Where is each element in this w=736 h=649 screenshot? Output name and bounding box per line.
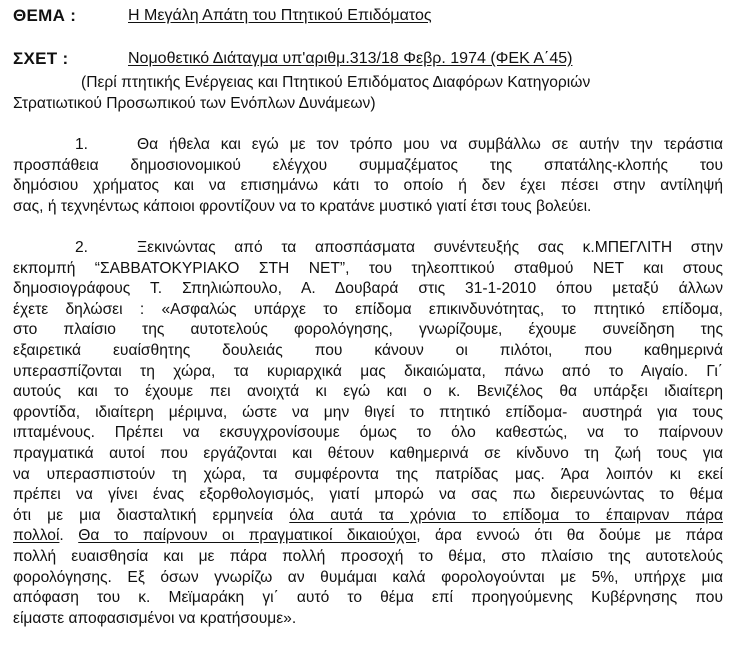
paragraph-2-line: υπερασπίζονται τη χώρα, τα κυριαρχικά μας δικαιώματα, πάνω από το Αιγαίο. Γι΄ [13, 362, 723, 380]
paragraph-2-line: στο πλαίσιο της αυτοτελούς φορολόγησης, γνωρίζουμε, έχουμε συνείδηση της [13, 321, 723, 339]
paragraph-2-line: πρέπει να γίνει ένας εξορθολογισμός, γιατί μπορώ να σας πω διερευνώντας το θέμα [13, 486, 723, 504]
reference-label: ΣΧΕΤ : [13, 49, 69, 68]
paragraph-1-number: 1. [75, 136, 89, 153]
paragraph-2 [13, 238, 723, 629]
paragraph-2-number: 2. [75, 239, 89, 256]
paragraph-2-line: εξαιρετικά ευαίσθητης δουλειάς που κάνουν οι πιλότοι, που καθημερινά [13, 341, 723, 359]
paragraph-2-line: αυτούς και το έχουμε πει ανοιχτά κι εγώ και ο κ. Βενιζέλος θα υπάρξει ιδιαίτερη [13, 383, 723, 401]
reference-title: Νομοθετικό Διάταγμα υπ'αριθμ.313/18 Φεβρ. 1974 (ΦΕΚ Α΄45) [128, 50, 573, 67]
paragraph-2-line: έχετε δηλώσει : «Ασφαλώς υπάρχε το επίδομα επικινδυνότητας, το πτητικό επίδομα, [13, 300, 723, 318]
paragraph-2-line-tail: , άρα εννοώ ότι θα δούμε με πάρα [416, 527, 723, 545]
underlined-quote-1: όλα αυτά τα χρόνια το επίδομα το έπαιρναν πάρα [289, 506, 723, 524]
paragraph-1-line: προσπάθεια δημοσιονομικού ελέγχου συμμαζέματος της σπατάλης-κλοπής του [13, 156, 723, 174]
paragraph-2-line [13, 526, 723, 547]
subject-title: Η Μεγάλη Απάτη του Πτητικού Επιδόματος [128, 7, 432, 24]
paragraph-2-line-text: ότι με μια διασταλτική ερμηνεία [13, 506, 290, 524]
reference-note-line-1: (Περί πτητικής Ενέργειας και Πτητικού Επιδόματος Διαφόρων Κατηγοριών [81, 74, 591, 91]
paragraph-2-line: φορολόγησης. Εξ όσων γνωρίζω αν θυμάμαι καλά φορολογούνται με 5%, υπήρχε μια [13, 568, 723, 586]
paragraph-2-line [13, 506, 723, 527]
underlined-quote-1-end: πολλοί [13, 527, 60, 545]
paragraph-2-line: πολλή ευαισθησία και με πάρα πολλή προσοχή το θέμα, στο πλαίσιο της αυτοτελούς [13, 547, 723, 565]
paragraph-2-line: να υπερασπιστούν τη χώρα, τα συμφέροντα της πατρίδας μας. Άρα λοιπόν κι εκεί [13, 465, 723, 483]
paragraph-2-line [13, 238, 723, 259]
paragraph-2-line: είμαστε αποφασισμένοι να κρατήσουμε». [13, 609, 297, 627]
paragraph-1 [13, 135, 723, 217]
quote-connector: . [59, 527, 79, 545]
paragraph-2-line: απόφαση του κ. Μεϊμαράκη γι΄ αυτό το θέμα επί προηγούμενης Κυβέρνησης που [13, 589, 723, 607]
paragraph-1-line-text: Θα ήθελα και εγώ με τον τρόπο μου να συμβάλλω σε αυτήν την τεράστια [137, 136, 723, 153]
underlined-quote-2: Θα το παίρνουν οι πραγματικοί δικαιούχοι [78, 527, 417, 545]
paragraph-2-line: πραγματικά αυτοί που εργάζονται και θέτουν καθημερινά σε κίνδυνο τη ζωή τους για [13, 444, 723, 462]
subject-label: ΘΕΜΑ : [13, 6, 77, 25]
paragraph-2-line: εκπομπή “ΣΑΒΒΑΤΟΚΥΡΙΑΚΟ ΣΤΗ ΝΕΤ”, του τηλεοπτικού σταθμού ΝΕΤ και στους [13, 259, 723, 277]
paragraph-1-line [13, 135, 723, 156]
paragraph-1-line: σας, ή τεχνηέντως κάποιοι φροντίζουν να το κρατάνε μυστικό γιατί έτσι τους βολεύει. [13, 197, 592, 215]
reference-note-line-2: Στρατιωτικού Προσωπικού των Ενόπλων Δυνάμεων) [13, 95, 376, 112]
paragraph-2-line: φροντίδα, ιδιαίτερη μέριμνα, ώστε να μην θιγεί το πτητικό επίδομα- αυστηρά για τους [13, 403, 723, 421]
paragraph-2-line-text: Ξεκινώντας από τα αποσπάσματα συνέντευξής σας κ.ΜΠΕΓΛΙΤΗ στην [137, 239, 723, 256]
paragraph-1-line: δημόσιου χρήματος και να επισημάνω κάτι το οποίο ή δεν έχει πέσει στην αντίληψή [13, 177, 723, 195]
paragraph-2-line: ιπταμένους. Πρέπει να εκσυγχρονίσουμε όμως το όλο καθεστώς, να το παίρνουν [13, 424, 723, 442]
paragraph-2-line: δημοσιογράφους Τ. Σπηλιώπουλο, Α. Δουβαρά στις 31-1-2010 όπου μεταξύ άλλων [13, 280, 723, 298]
